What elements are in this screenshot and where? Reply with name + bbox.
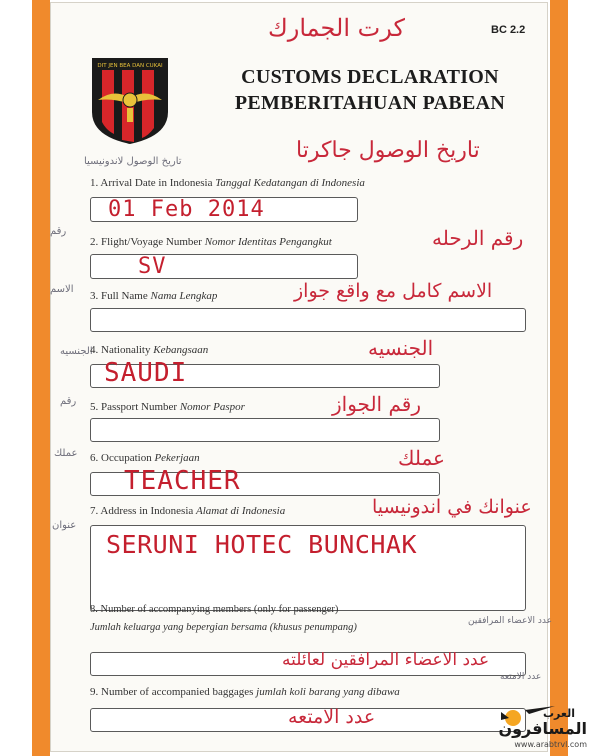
field-2-input[interactable] (90, 254, 358, 279)
side-note-9: عدد الامتعه (500, 672, 542, 682)
watermark-text-2: العرب (542, 707, 575, 720)
field-5-note: رقم الجواز (332, 392, 421, 416)
field-8-label-id: Jumlah keluarga yang bepergian bersama (khusus penumpang) (90, 622, 357, 633)
field-2-label: 2. Flight/Voyage Number Nomor Identitas Pengangkut (90, 236, 332, 248)
side-note-3: الاسم (50, 284, 74, 295)
title-english: CUSTOMS DECLARATION (241, 66, 499, 88)
field-5-label: 5. Passport Number Nomor Paspor (90, 401, 245, 413)
field-6-note: عملك (398, 446, 445, 470)
side-note-7: عنوان (52, 520, 77, 531)
side-note-2: رقم (50, 226, 67, 237)
left-orange-border (32, 0, 50, 756)
title-indonesian: PEMBERITAHUAN PABEAN (234, 92, 506, 114)
field-8-label: 8. Number of accompanying members (only for passenger) (90, 604, 339, 615)
field-7-note: عنوانك في اندونيسيا (372, 496, 532, 518)
svg-text:DIT JEN BEA DAN CUKAI: DIT JEN BEA DAN CUKAI (97, 63, 163, 69)
watermark-text: المسافرون (498, 719, 587, 738)
field-2-note: رقم الرحله (432, 226, 524, 250)
field-7-value: SERUNI HOTEC BUNCHAK (106, 530, 418, 559)
side-note-1: تاريخ الوصول لاندونيسيا (84, 156, 182, 167)
field-3-input[interactable] (90, 308, 526, 332)
side-note-8: عدد الاعضاء المرافقين (468, 616, 552, 626)
field-1-note: تاريخ الوصول جاكرتا (296, 138, 480, 163)
field-7-label: 7. Address in Indonesia Alamat di Indonesia (90, 505, 286, 517)
field-3-label: 3. Full Name Nama Lengkap (90, 290, 218, 302)
field-4-label: 4. Nationality Kebangsaan (90, 344, 209, 356)
top-handwritten-note: كرت الجمارك (268, 14, 405, 42)
field-1-label: 1. Arrival Date in Indonesia Tanggal Kedatangan di Indonesia (90, 177, 365, 189)
field-3-note: الاسم كامل مع واقع جواز (294, 280, 493, 302)
form-code: BC 2.2 (491, 24, 526, 36)
side-note-6: عملك (54, 448, 78, 459)
field-2-value: SV (138, 254, 167, 279)
field-9-label: 9. Number of accompanied baggages jumlah koli barang yang dibawa (90, 686, 400, 698)
right-orange-border (550, 0, 568, 756)
customs-logo (88, 54, 172, 146)
field-6-value: TEACHER (124, 466, 241, 496)
field-5-input[interactable] (90, 418, 440, 442)
site-watermark (485, 700, 595, 752)
field-1-value: 01 Feb 2014 (108, 197, 265, 222)
field-4-value: SAUDI (104, 358, 188, 388)
side-note-5: رقم (60, 396, 77, 407)
field-6-label: 6. Occupation Pekerjaan (90, 452, 200, 464)
watermark-url: www.arabtrvl.com (514, 740, 587, 749)
field-9-value: عدد الامتعه (288, 706, 376, 728)
field-8-value: عدد الاعضاء المرافقين لعائلته (282, 650, 490, 670)
side-note-4: الجنسيه (60, 346, 93, 357)
field-4-note: الجنسيه (368, 336, 434, 360)
